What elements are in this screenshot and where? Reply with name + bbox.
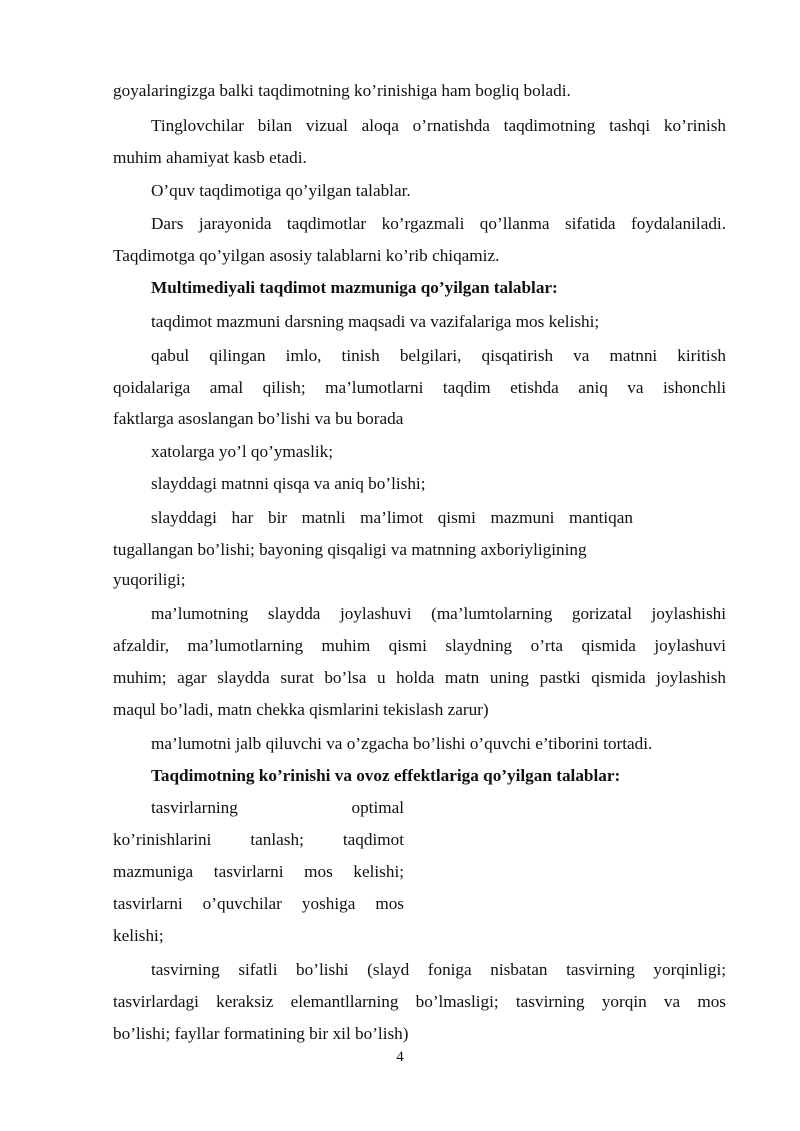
text-line: ma’lumotning slaydda joylashuvi (ma’lumtolarning gorizatal joylashishi <box>151 604 726 623</box>
text-line: muhim ahamiyat kasb etadi. <box>113 148 307 167</box>
text-line: tasvirlardagi keraksiz elemantllarning bo’lmasligi; tasvirning yorqin va mos <box>113 992 726 1011</box>
page-number: 4 <box>396 1049 404 1065</box>
text-line: qabul qilingan imlo, tinish belgilari, qisqatirish va matnni kiritish <box>151 346 726 365</box>
text-line: slayddagi har bir matnli ma’limot qismi mazmuni mantiqan <box>151 508 633 527</box>
text-line: ma’lumotni jalb qiluvchi va o’zgacha bo’lishi o’quvchi e’tiborini tortadi. <box>151 734 653 753</box>
text-line: faktlarga asoslangan bo’lishi va bu borada <box>113 409 404 428</box>
text-line: mazmuniga tasvirlarni mos kelishi; <box>113 862 404 881</box>
text-line: maqul bo’ladi, matn chekka qismlarini tekislash zarur) <box>113 700 489 719</box>
section-heading: Taqdimotning ko’rinishi va ovoz effektlariga qo’yilgan talablar: <box>151 766 621 785</box>
text-line: tasvirlarni o’quvchilar yoshiga mos <box>113 894 404 913</box>
text-line: bo’lishi; fayllar formatining bir xil bo’lish) <box>113 1024 409 1043</box>
text-line: qoidalariga amal qilish; ma’lumotlarni taqdim etishda aniq va ishonchli <box>113 378 726 397</box>
text-line: tasvirlarning optimal <box>151 798 404 817</box>
text-line: tugallangan bo’lishi; bayoning qisqaligi va matnning axboriyligining <box>113 540 587 559</box>
text-line: Dars jarayonida taqdimotlar ko’rgazmali qo’llanma sifatida foydalaniladi. <box>151 214 726 233</box>
text-line: kelishi; <box>113 926 164 945</box>
text-line: O’quv taqdimotiga qo’yilgan talablar. <box>151 181 411 200</box>
text-line: muhim; agar slaydda surat bo’lsa u holda matn uning pastki qismida joylashish <box>113 668 726 687</box>
section-heading: Multimediyali taqdimot mazmuniga qo’yilgan talablar: <box>151 278 558 297</box>
text-line: yuqoriligi; <box>113 570 186 589</box>
text-line: slayddagi matnni qisqa va aniq bo’lishi; <box>151 474 426 493</box>
text-line: tasvirning sifatli bo’lishi (slayd foniga nisbatan tasvirning yorqinligi; <box>151 960 726 979</box>
text-line: ko’rinishlarini tanlash; taqdimot <box>113 830 404 849</box>
text-line: Tinglovchilar bilan vizual aloqa o’rnatishda taqdimotning tashqi ko’rinish <box>151 116 726 135</box>
text-line: xatolarga yo’l qo’ymaslik; <box>151 442 334 461</box>
text-line: afzaldir, ma’lumotlarning muhim qismi slaydning o’rta qismida joylashuvi <box>113 636 726 655</box>
text-line: goyalaringizga balki taqdimotning ko’rinishiga ham bogliq boladi. <box>113 81 571 100</box>
text-line: taqdimot mazmuni darsning maqsadi va vazifalariga mos kelishi; <box>151 312 600 331</box>
text-line: Taqdimotga qo’yilgan asosiy talablarni ko’rib chiqamiz. <box>113 246 500 265</box>
